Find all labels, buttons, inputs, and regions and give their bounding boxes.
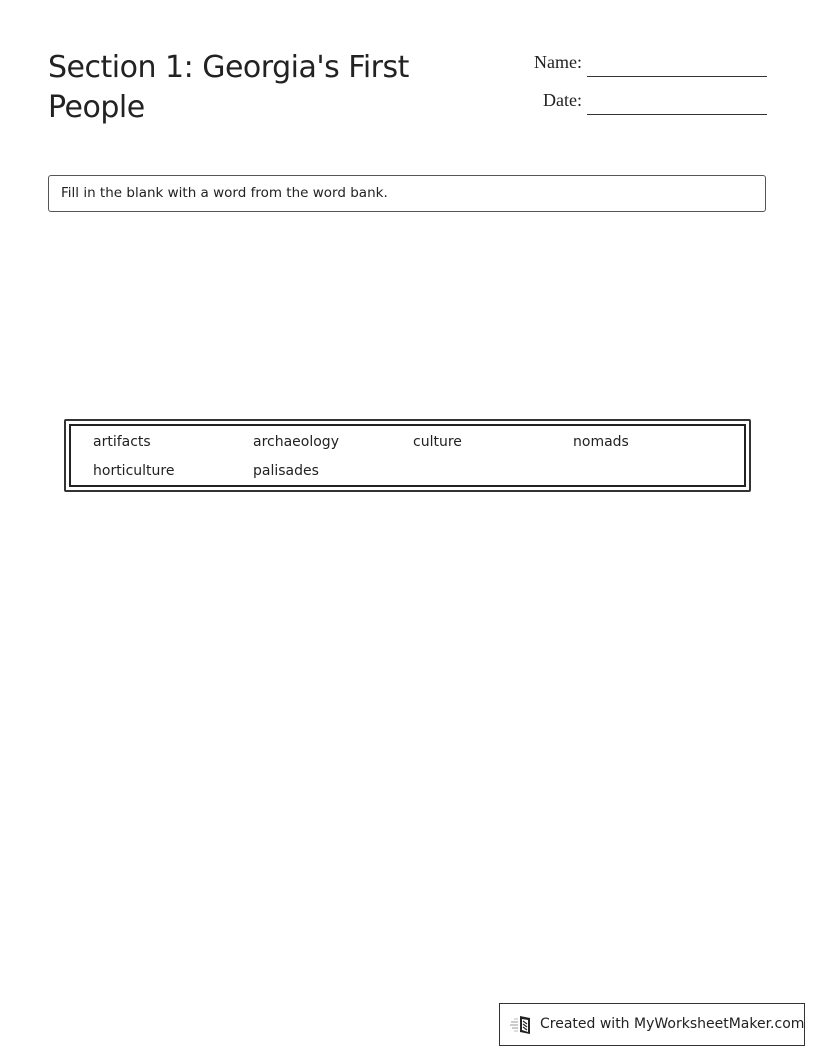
word-bank-item: horticulture [93,463,175,479]
date-label: Date: [543,90,582,110]
word-bank-item: artifacts [93,434,151,450]
word-bank-item: archaeology [253,434,339,450]
page-title: Section 1: Georgia's First People [48,50,409,125]
name-input-line[interactable] [587,76,767,77]
word-bank-item: culture [413,434,462,450]
date-field [480,90,582,114]
word-bank-item: palisades [253,463,319,479]
word-bank [64,419,751,492]
footer-credit-badge[interactable] [499,1003,805,1046]
footer-credit-text: Created with MyWorksheetMaker.com [540,1016,805,1032]
name-field [480,52,582,76]
instructions-box: Fill in the blank with a word from the word bank. [48,175,766,212]
name-label: Name: [534,52,582,72]
date-input-line[interactable] [587,114,767,115]
worksheet-maker-logo-icon [510,1015,536,1035]
word-bank-item: nomads [573,434,629,450]
